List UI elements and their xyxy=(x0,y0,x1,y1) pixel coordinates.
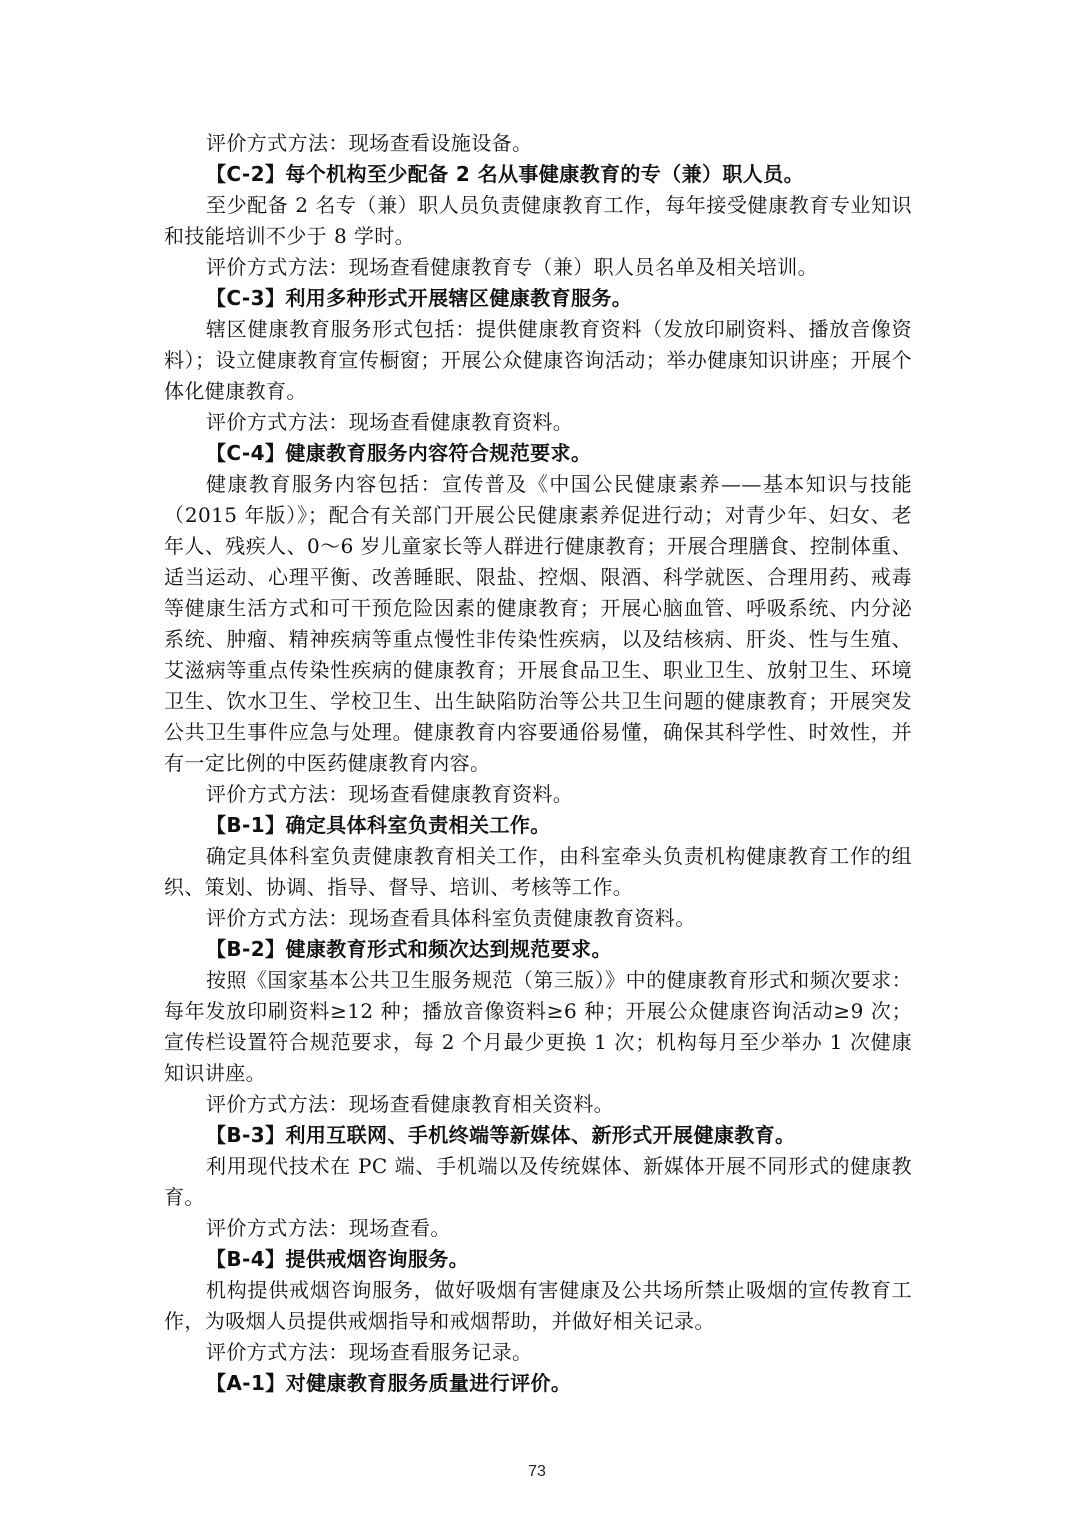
criterion-heading-a1: 【A-1】对健康教育服务质量进行评价。 xyxy=(206,1371,572,1395)
evaluation-method-paragraph: 评价方式方法：现场查看服务记录。 xyxy=(206,1340,533,1364)
evaluation-method-paragraph: 评价方式方法：现场查看具体科室负责健康教育资料。 xyxy=(206,906,696,930)
criterion-heading-b1: 【B-1】确定具体科室负责相关工作。 xyxy=(206,813,551,837)
evaluation-method-paragraph: 评价方式方法：现场查看健康教育相关资料。 xyxy=(206,1092,614,1116)
body-paragraph: 机构提供戒烟咨询服务，做好吸烟有害健康及公共场所禁止吸烟的宣传教育工作，为吸烟人员提供戒烟指导和戒烟帮助，并做好相关记录。 xyxy=(164,1278,912,1333)
evaluation-method-paragraph: 评价方式方法：现场查看健康教育专（兼）职人员名单及相关培训。 xyxy=(206,255,818,279)
evaluation-method-paragraph: 评价方式方法：现场查看。 xyxy=(206,1216,451,1240)
criterion-heading-c3: 【C-3】利用多种形式开展辖区健康教育服务。 xyxy=(206,286,633,310)
page-body xyxy=(164,128,912,1399)
body-paragraph: 辖区健康教育服务形式包括：提供健康教育资料（发放印刷资料、播放音像资料）；设立健康教育宣传橱窗；开展公众健康咨询活动；举办健康知识讲座；开展个体化健康教育。 xyxy=(164,317,912,403)
criterion-heading-c2: 【C-2】每个机构至少配备 2 名从事健康教育的专（兼）职人员。 xyxy=(206,162,804,186)
body-paragraph: 确定具体科室负责健康教育相关工作，由科室牵头负责机构健康教育工作的组织、策划、协调、指导、督导、培训、考核等工作。 xyxy=(164,844,912,899)
page-number: 73 xyxy=(528,1463,546,1480)
criterion-heading-b2: 【B-2】健康教育形式和频次达到规范要求。 xyxy=(206,937,612,961)
evaluation-method-paragraph: 评价方式方法：现场查看设施设备。 xyxy=(206,131,533,155)
criterion-heading-b4: 【B-4】提供戒烟咨询服务。 xyxy=(206,1247,470,1271)
body-paragraph: 按照《国家基本公共卫生服务规范（第三版）》中的健康教育形式和频次要求：每年发放印刷资料≥12 种；播放音像资料≥6 种；开展公众健康咨询活动≥9 次；宣传栏设置符合规范要求，每 2 个月最少更换 1 次；机构每月至少举办 1 次健康知识讲座。 xyxy=(164,968,912,1085)
body-paragraph: 至少配备 2 名专（兼）职人员负责健康教育工作，每年接受健康教育专业知识和技能培训不少于 8 学时。 xyxy=(164,193,912,248)
body-paragraph: 健康教育服务内容包括：宣传普及《中国公民健康素养——基本知识与技能（2015 年版）》；配合有关部门开展公民健康素养促进行动；对青少年、妇女、老年人、残疾人、0～6 岁儿童家长等人群进行健康教育；开展合理膳食、控制体重、适当运动、心理平衡、改善睡眠、限盐、控烟、限酒、科学就医、合理用药、戒毒等健康生活方式和可干预危险因素的健康教育；开展心脑血管、呼吸系统、内分泌系统、肿瘤、精神疾病等重点慢性非传染性疾病，以及结核病、肝炎、性与生殖、艾滋病等重点传染性疾病的健康教育；开展食品卫生、职业卫生、放射卫生、环境卫生、饮水卫生、学校卫生、出生缺陷防治等公共卫生问题的健康教育；开展突发公共卫生事件应急与处理。健康教育内容要通俗易懂，确保其科学性、时效性，并有一定比例的中医药健康教育内容。 xyxy=(164,472,912,775)
criterion-heading-c4: 【C-4】健康教育服务内容符合规范要求。 xyxy=(206,441,592,465)
body-paragraph: 利用现代技术在 PC 端、手机端以及传统媒体、新媒体开展不同形式的健康教育。 xyxy=(164,1154,912,1209)
evaluation-method-paragraph: 评价方式方法：现场查看健康教育资料。 xyxy=(206,410,574,434)
evaluation-method-paragraph: 评价方式方法：现场查看健康教育资料。 xyxy=(206,782,574,806)
criterion-heading-b3: 【B-3】利用互联网、手机终端等新媒体、新形式开展健康教育。 xyxy=(206,1123,796,1147)
